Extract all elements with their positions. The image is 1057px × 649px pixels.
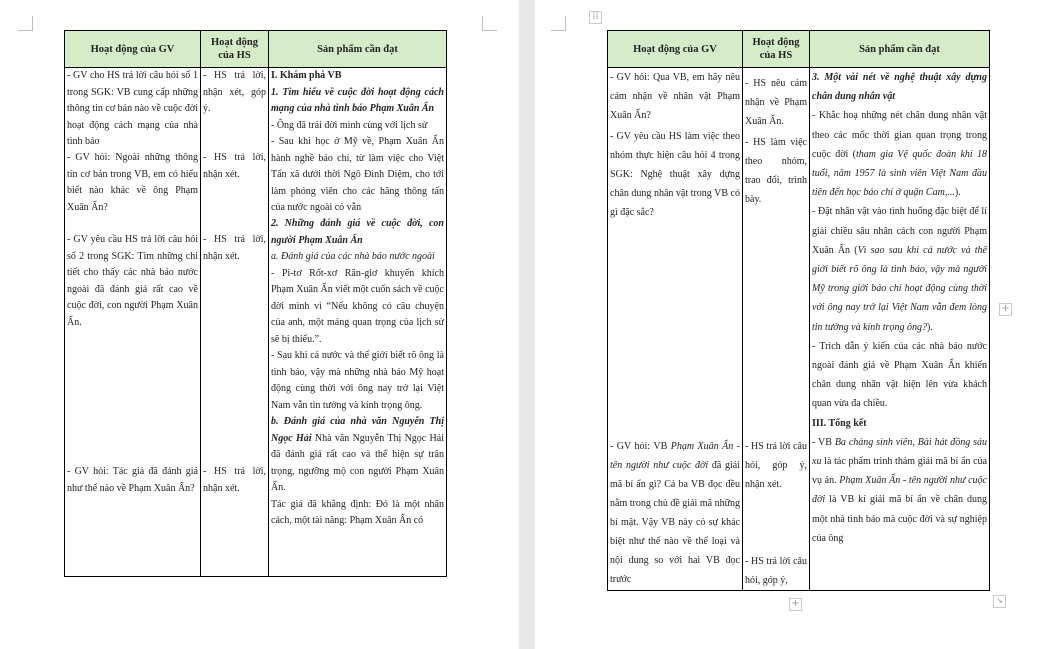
product-text-2: - Đặt nhân vật vào tình huống đặc biệt để lí giải chiều sâu nhân cách con người Phạm Xuân Ẩn (Vì sao sau khi cả nước và thế giới biết rõ ông là tình báo, vậy mà người Mỹ trong giới báo chí hoạt động cùng thời với ông nay trở lại Việt Nam vẫn đem lòng tin tưởng và kính trọng ông?).	[812, 206, 987, 333]
student-activity-3: - HS trả lời, nhận xét.	[203, 234, 266, 262]
margin-mark-top-left	[551, 16, 566, 31]
teacher-activity-2: - GV yêu cầu HS làm việc theo nhóm thực hiện câu hỏi 4 trong SGK: Nghệ thuật xây dựng chân dung nhân vật trong VB có gì đặc sắc?	[610, 131, 740, 218]
student-activity-cell[interactable]	[743, 68, 810, 591]
teacher-activity-4: - GV hỏi: Tác giả đã đánh giá như thế nào về Phạm Xuân Ẩn?	[67, 466, 198, 494]
subheading-2b: b. Đánh giá của nhà văn Nguyễn Thị Ngọc Hải	[271, 416, 444, 444]
student-activity-1: - HS nêu cảm nhận về Phạm Xuân Ẩn.	[745, 78, 807, 127]
teacher-activity-cell[interactable]	[65, 68, 201, 577]
teacher-activity-cell[interactable]	[608, 68, 743, 591]
teacher-activity-3: - GV yêu cầu HS trả lời câu hỏi số 2 trong SGK: Tìm những chi tiết cho thấy các nhà báo nước ngoài đã đánh giá rất cao về cuộc đời, con người Phạm Xuân Ẩn.	[67, 234, 198, 328]
teacher-activity-3: - GV hỏi: VB Phạm Xuân Ẩn - tên người như cuộc đời đã giải mã bí ẩn gì? Cả ba VB đọc đều nằm trong chủ đề giải mã những bí mật. Vậy VB này có sự khác biệt như thế nào về thể loại và nội dung so với hai VB đọc trước	[610, 441, 740, 585]
product-text-1: - Ông đã trải đời mình cùng với lịch sử	[271, 119, 428, 131]
header-student-activity: Hoạt động của HS	[743, 31, 810, 68]
subheading-2a: a. Đánh giá của các nhà báo nước ngoài	[271, 251, 435, 262]
subheading-1: 1. Tìm hiểu về cuộc đời hoạt động cách mạng của nhà tình báo Phạm Xuân Ẩn	[271, 86, 444, 114]
student-activity-4: - HS trả lời, nhận xét.	[203, 466, 266, 494]
section-heading-summary: III. Tổng kết	[812, 417, 867, 429]
header-student-activity: Hoạt động của HS	[201, 31, 269, 68]
add-column-icon[interactable]: +	[999, 303, 1012, 316]
student-activity-1: - HS trả lời, nhận xét, góp ý.	[203, 70, 266, 114]
header-expected-product: Sản phẩm cần đạt	[810, 31, 990, 68]
product-text-4: - VB Ba chàng sinh viên, Bài hát đồng sáu xu là tác phẩm trinh thám giải mã bí ẩn của vụ án. Phạm Xuân Ẩn - tên người như cuộc đời là VB kí giải mã bí ẩn về chân dung một nhà tình báo mà cuộc đời và sự nghiệp của ông	[812, 436, 987, 544]
product-text-4: - Sau khi cả nước và thế giới biết rõ ông là tình báo, vậy mà những nhà báo Mỹ hoạt động cùng thời với ông nay trở lại Việt Nam vẫn tin tưởng và kính trọng ông.	[271, 350, 444, 411]
product-text-2: - Sau khi học ở Mỹ về, Phạm Xuân Ẩn hành nghề báo chí, từ làm việc cho Việt Tấn xã dưới thời Ngô Đình Diệm, cho tới làm phóng viên cho các hãng thông tấn của nước ngoài có vẫn	[271, 136, 444, 213]
lesson-table-1	[64, 30, 447, 577]
margin-mark-top-left	[18, 16, 33, 31]
subheading-3: 3. Một vài nét về nghệ thuật xây dựng chân dung nhân vật	[812, 72, 987, 103]
product-cell[interactable]	[810, 68, 990, 591]
teacher-activity-2: - GV hỏi: Ngoài những thông tin cơ bản trong VB, em có hiểu biết nào khác về ông Phạm Xuân Ẩn?	[67, 152, 198, 213]
header-teacher-activity: Hoạt động của GV	[65, 31, 201, 68]
product-text-1: - Khắc hoạ những nét chân dung nhân vật theo các mốc thời gian quan trọng trong cuộc đời (tham gia Vệ quốc đoàn khi 18 tuổi, năm 1957 là sinh viên Việt Nam đầu tiên đến học báo chí ở quận Cam,...).	[812, 110, 987, 199]
table-resize-handle[interactable]: ↘	[993, 595, 1006, 608]
student-activity-3: - HS trả lời câu hỏi, góp ý, nhận xét.	[745, 441, 807, 490]
table-move-handle[interactable]: ⁞⁞	[589, 11, 602, 24]
teacher-activity-1: - GV cho HS trả lời câu hỏi số 1 trong SGK: VB cung cấp những thông tin cơ bản nào về cuộc đời hoạt động cách mạng của nhà tình báo	[67, 70, 198, 147]
product-text-3: - Pi-tơ Rốt-xơ Răn-giơ khuyến khích Phạm Xuân Ẩn viết một cuốn sách về cuộc đời mình vì “Nếu không có câu chuyện của anh, một mảng quan trọng của lịch sử sẽ bị thiếu.”.	[271, 267, 444, 345]
subheading-2: 2. Những đánh giá về cuộc đời, con người Phạm Xuân Ẩn	[271, 218, 444, 246]
margin-mark-top-right	[482, 16, 497, 31]
product-cell[interactable]	[269, 68, 447, 577]
document-page-2	[535, 0, 1057, 649]
student-activity-2: - HS trả lời, nhận xét.	[203, 152, 266, 180]
add-row-icon[interactable]: +	[789, 598, 802, 611]
teacher-activity-1: - GV hỏi: Qua VB, em hãy nêu cảm nhận về nhân vật Phạm Xuân Ẩn?	[610, 72, 740, 121]
product-text-3: - Trích dẫn ý kiến của các nhà báo nước ngoài đánh giá về Phạm Xuân Ẩn khiến chân dung nhân vật hiện lên vừa khách quan vừa đa chiều.	[812, 340, 987, 410]
header-teacher-activity: Hoạt động của GV	[608, 31, 743, 68]
product-text-5: Nhà văn Nguyễn Thị Ngọc Hải đã đánh giá rất cao và thể hiện sự trân trọng, ngưỡng mộ con người Phạm Xuân Ẩn.	[271, 432, 444, 493]
document-page-1	[0, 0, 519, 649]
section-heading-explore: I. Khám phá VB	[271, 70, 342, 81]
header-expected-product: Sản phẩm cần đạt	[269, 31, 447, 68]
student-activity-2: - HS làm việc theo nhóm, trao đổi, trình bày.	[745, 137, 807, 205]
lesson-table-2	[607, 30, 990, 591]
product-text-6: Tác giả đã khẳng định: Đó là một nhân cách, một tài năng: Phạm Xuân Ẩn có	[271, 498, 444, 526]
student-activity-4: - HS trả lời câu hỏi, góp ý,	[745, 556, 807, 586]
student-activity-cell[interactable]	[201, 68, 269, 577]
